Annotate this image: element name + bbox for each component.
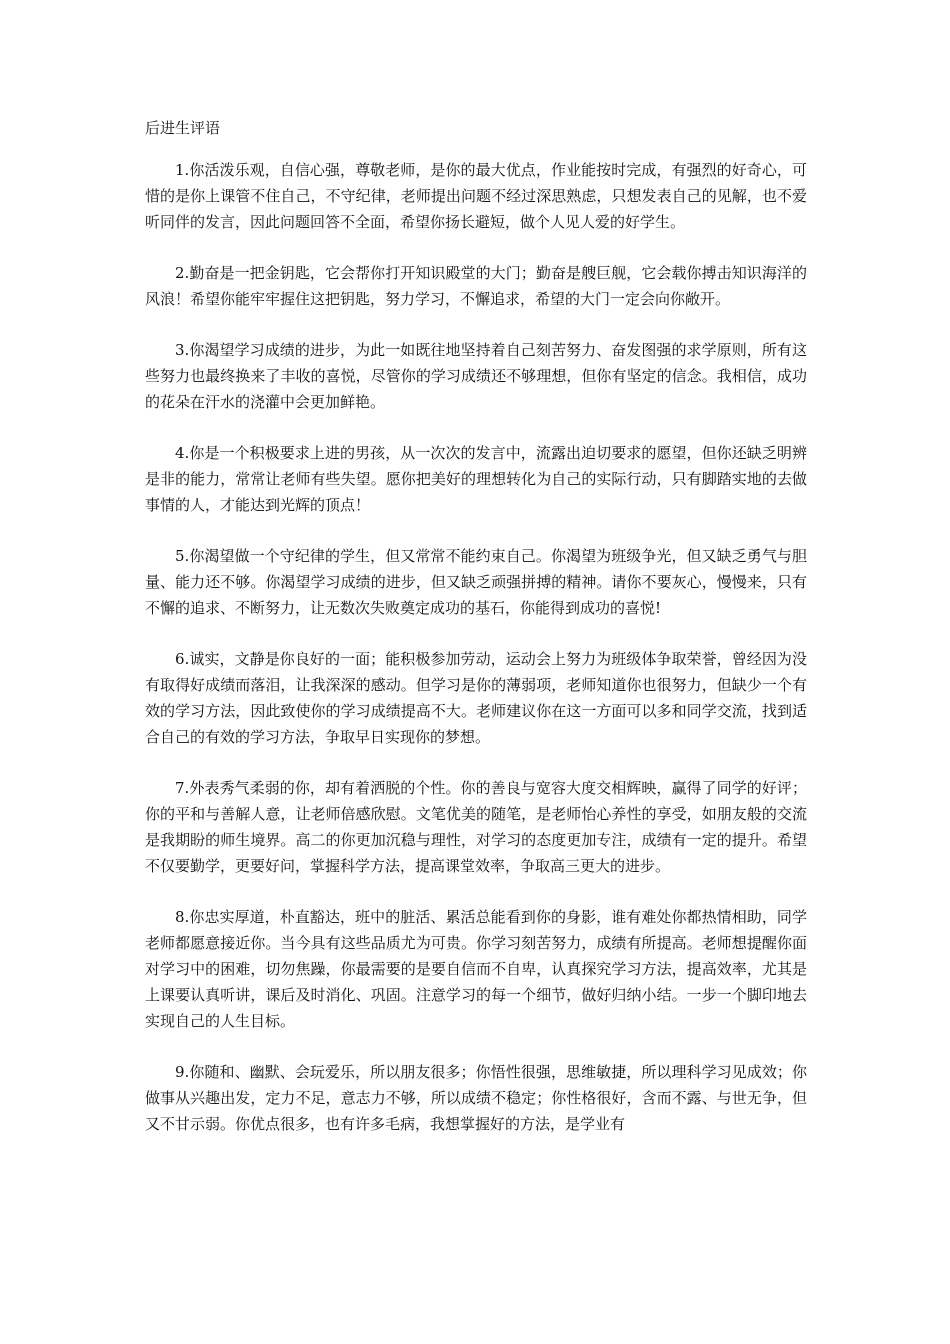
comment-paragraph-2: 2.勤奋是一把金钥匙，它会帮你打开知识殿堂的大门；勤奋是艘巨舰，它会载你搏击知识海洋的风浪！希望你能牢牢握住这把钥匙，努力学习，不懈追求，希望的大门一定会向你敞开。 [145,264,807,308]
comment-paragraph-8: 8.你忠实厚道，朴直豁达，班中的脏活、累活总能看到你的身影，谁有难处你都热情相助，同学老师都愿意接近你。当今具有这些品质尤为可贵。你学习刻苦努力，成绩有所提高。老师想提醒你面对学习中的困难，切勿焦躁，你最需要的是要自信而不自卑，认真探究学习方法，提高效率，尤其是上课要认真听讲，课后及时消化、巩固。注意学习的每一个细节，做好归纳小结。一步一个脚印地去实现自己的人生目标。 [145,908,807,1030]
document-page [145,116,807,1162]
comment-paragraph-3: 3.你渴望学习成绩的进步，为此一如既往地坚持着自己刻苦努力、奋发图强的求学原则，所有这些努力也最终换来了丰收的喜悦，尽管你的学习成绩还不够理想，但你有坚定的信念。我相信，成功的花朵在汗水的浇灌中会更加鲜艳。 [145,341,807,411]
document-title: 后进生评语 [145,119,221,137]
comment-paragraph-6: 6.诚实，文静是你良好的一面；能积极参加劳动，运动会上努力为班级体争取荣誉，曾经因为没有取得好成绩而落泪，让我深深的感动。但学习是你的薄弱项，老师知道你也很努力，但缺少一个有效的学习方法，因此致使你的学习成绩提高不大。老师建议你在这一方面可以多和同学交流，找到适合自己的有效的学习方法，争取早日实现你的梦想。 [145,650,807,746]
comment-paragraph-5: 5.你渴望做一个守纪律的学生，但又常常不能约束自己。你渴望为班级争光，但又缺乏勇气与胆量、能力还不够。你渴望学习成绩的进步，但又缺乏顽强拼搏的精神。请你不要灰心，慢慢来，只有不懈的追求、不断努力，让无数次失败奠定成功的基石，你能得到成功的喜悦! [145,547,807,617]
comment-paragraph-7: 7.外表秀气柔弱的你，却有着洒脱的个性。你的善良与宽容大度交相辉映，赢得了同学的好评；你的平和与善解人意，让老师倍感欣慰。文笔优美的随笔，是老师怡心养性的享受，如朋友般的交流是我期盼的师生境界。高二的你更加沉稳与理性，对学习的态度更加专注，成绩有一定的提升。希望不仅要勤学，更要好问，掌握科学方法，提高课堂效率，争取高三更大的进步。 [145,779,807,875]
comment-paragraph-4: 4.你是一个积极要求上进的男孩，从一次次的发言中，流露出迫切要求的愿望，但你还缺乏明辨是非的能力，常常让老师有些失望。愿你把美好的理想转化为自己的实际行动，只有脚踏实地的去做事情的人，才能达到光辉的顶点！ [145,444,807,514]
comment-paragraph-1: 1.你活泼乐观，自信心强，尊敬老师，是你的最大优点，作业能按时完成，有强烈的好奇心，可惜的是你上课管不住自己，不守纪律，老师提出问题不经过深思熟虑，只想发表自己的见解，也不爱听同伴的发言，因此问题回答不全面，希望你扬长避短，做个人见人爱的好学生。 [145,161,807,231]
comment-paragraph-9: 9.你随和、幽默、会玩爱乐，所以朋友很多；你悟性很强，思维敏捷，所以理科学习见成效；你做事从兴趣出发，定力不足，意志力不够，所以成绩不稳定；你性格很好，含而不露、与世无争，但又不甘示弱。你优点很多，也有许多毛病，我想掌握好的方法，是学业有 [145,1063,807,1133]
